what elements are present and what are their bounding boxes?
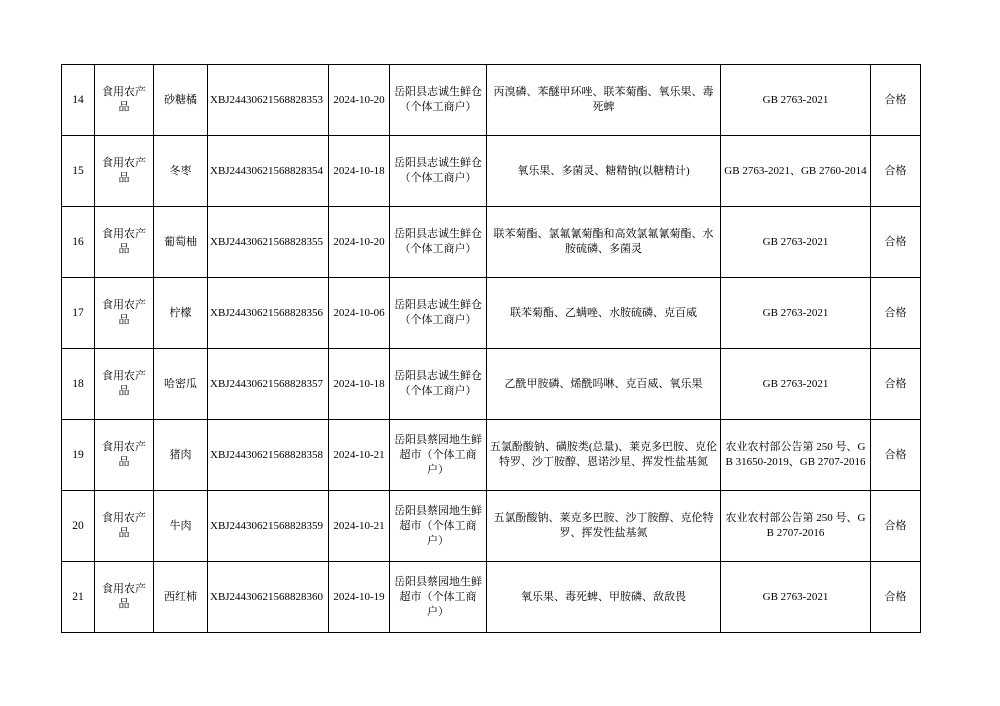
sample-code: XBJ24430621568828357 [208,349,329,420]
test-items: 联苯菊酯、乙螨唑、水胺硫磷、克百威 [487,278,721,349]
table-row [62,420,921,491]
sample-name: 猪肉 [154,420,208,491]
test-standard: GB 2763-2021 [721,278,871,349]
sample-code: XBJ24430621568828354 [208,136,329,207]
food-category: 食用农产品 [95,136,154,207]
test-items: 氧乐果、毒死蜱、甲胺磷、敌敌畏 [487,562,721,633]
sample-name: 柠檬 [154,278,208,349]
row-number: 16 [62,207,95,278]
food-category: 食用农产品 [95,491,154,562]
sample-name: 西红柿 [154,562,208,633]
production-date: 2024-10-20 [329,65,390,136]
test-items: 丙溴磷、苯醚甲环唑、联苯菊酯、氧乐果、毒死蜱 [487,65,721,136]
table-row [62,136,921,207]
test-result: 合格 [871,420,921,491]
test-standard: GB 2763-2021 [721,562,871,633]
sample-code: XBJ24430621568828353 [208,65,329,136]
seller-name: 岳阳县志诚生鲜仓（个体工商户） [390,136,487,207]
seller-name: 岳阳县蔡园地生鲜超市（个体工商户） [390,420,487,491]
test-items: 五氯酚酸钠、莱克多巴胺、沙丁胺醇、克伦特罗、挥发性盐基氮 [487,491,721,562]
test-standard: 农业农村部公告第 250 号、GB 2707-2016 [721,491,871,562]
test-result: 合格 [871,65,921,136]
row-number: 15 [62,136,95,207]
sample-code: XBJ24430621568828356 [208,278,329,349]
sample-name: 砂糖橘 [154,65,208,136]
food-category: 食用农产品 [95,278,154,349]
production-date: 2024-10-21 [329,491,390,562]
seller-name: 岳阳县志诚生鲜仓（个体工商户） [390,349,487,420]
inspection-results-table [61,64,921,633]
test-standard: GB 2763-2021 [721,349,871,420]
sample-name: 冬枣 [154,136,208,207]
sample-name: 牛肉 [154,491,208,562]
table-row [62,349,921,420]
table-row [62,562,921,633]
sample-code: XBJ24430621568828359 [208,491,329,562]
food-category: 食用农产品 [95,65,154,136]
food-category: 食用农产品 [95,207,154,278]
production-date: 2024-10-20 [329,207,390,278]
test-result: 合格 [871,491,921,562]
seller-name: 岳阳县志诚生鲜仓（个体工商户） [390,278,487,349]
test-standard: GB 2763-2021 [721,207,871,278]
test-result: 合格 [871,562,921,633]
sample-code: XBJ24430621568828358 [208,420,329,491]
test-items: 氧乐果、多菌灵、糖精钠(以糖精计) [487,136,721,207]
row-number: 17 [62,278,95,349]
production-date: 2024-10-21 [329,420,390,491]
test-standard: GB 2763-2021、GB 2760-2014 [721,136,871,207]
food-category: 食用农产品 [95,349,154,420]
row-number: 20 [62,491,95,562]
test-items: 乙酰甲胺磷、烯酰吗啉、克百威、氧乐果 [487,349,721,420]
test-result: 合格 [871,278,921,349]
production-date: 2024-10-19 [329,562,390,633]
row-number: 19 [62,420,95,491]
row-number: 21 [62,562,95,633]
seller-name: 岳阳县蔡园地生鲜超市（个体工商户） [390,562,487,633]
production-date: 2024-10-06 [329,278,390,349]
row-number: 18 [62,349,95,420]
table-row [62,207,921,278]
seller-name: 岳阳县志诚生鲜仓（个体工商户） [390,65,487,136]
test-result: 合格 [871,349,921,420]
sample-code: XBJ24430621568828360 [208,562,329,633]
test-items: 联苯菊酯、氯氟氰菊酯和高效氯氟氰菊酯、水胺硫磷、多菌灵 [487,207,721,278]
sample-code: XBJ24430621568828355 [208,207,329,278]
seller-name: 岳阳县志诚生鲜仓（个体工商户） [390,207,487,278]
seller-name: 岳阳县蔡园地生鲜超市（个体工商户） [390,491,487,562]
table-row [62,491,921,562]
food-category: 食用农产品 [95,420,154,491]
test-items: 五氯酚酸钠、磺胺类(总量)、莱克多巴胺、克伦特罗、沙丁胺醇、恩诺沙星、挥发性盐基氮 [487,420,721,491]
test-result: 合格 [871,136,921,207]
food-category: 食用农产品 [95,562,154,633]
production-date: 2024-10-18 [329,349,390,420]
row-number: 14 [62,65,95,136]
sample-name: 葡萄柚 [154,207,208,278]
test-result: 合格 [871,207,921,278]
production-date: 2024-10-18 [329,136,390,207]
test-standard: 农业农村部公告第 250 号、GB 31650-2019、GB 2707-2016 [721,420,871,491]
test-standard: GB 2763-2021 [721,65,871,136]
sample-name: 哈密瓜 [154,349,208,420]
table-row [62,65,921,136]
table-row [62,278,921,349]
